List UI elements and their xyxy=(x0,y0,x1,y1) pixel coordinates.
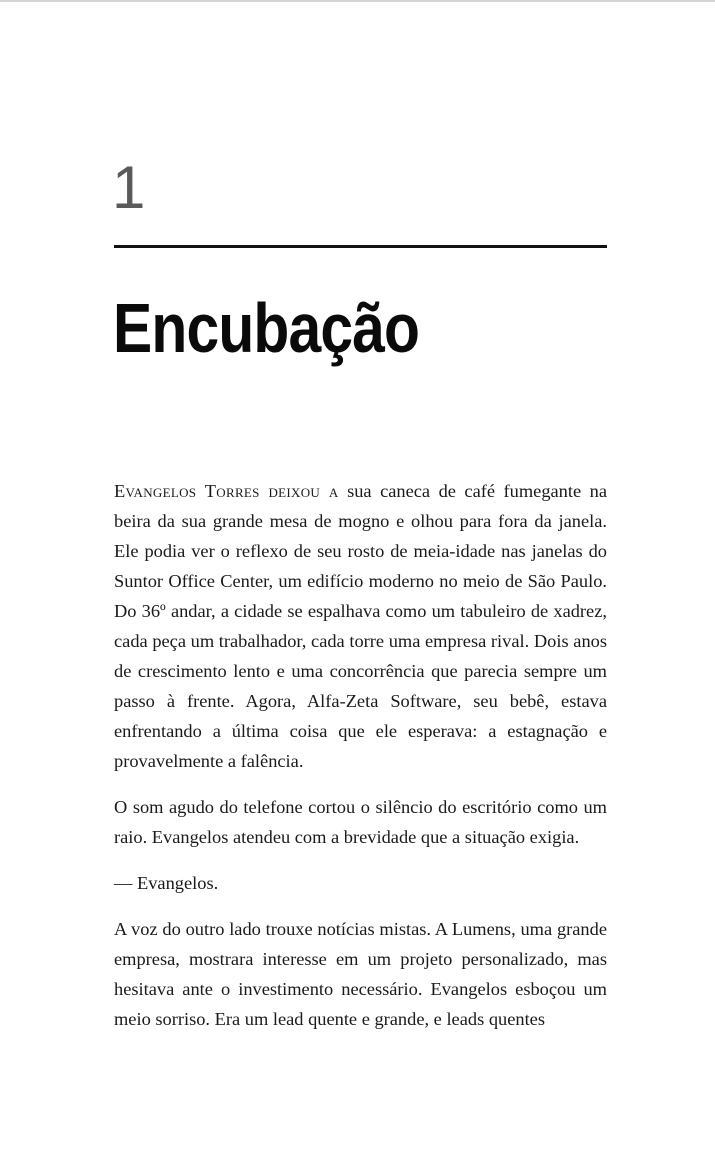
paragraph-1-line: provavelmente a falência. xyxy=(114,751,304,771)
paragraph-1-line: sua caneca de café fumegante na xyxy=(338,481,607,501)
chapter-body xyxy=(114,476,607,1050)
paragraph-1-line: estava enfrentando a última coisa que ele esperava: a estagnação e xyxy=(114,691,607,741)
paragraph-4-line: um meio sorriso. Era um lead quente e grande, e leads quentes xyxy=(114,979,607,1029)
paragraph-2-line: O som agudo do telefone cortou o silêncio do escritório como um xyxy=(114,797,607,817)
paragraph-1-line: do Suntor Office Center, um edifício moderno no meio de São P xyxy=(114,541,607,591)
chapter-number: 1 xyxy=(112,154,146,221)
paragraph-1-line: Dois anos de crescimento lento e uma concorrência que parecia xyxy=(114,631,607,681)
paragraph-1-line: sempre um passo à frente. Agora, Alfa-Zeta Software, seu bebê, xyxy=(114,661,607,711)
paragraph-4-line: A voz do outro lado trouxe notícias mistas. A Lumens, uma xyxy=(114,919,553,939)
chapter-title: Encubação xyxy=(113,289,420,367)
paragraph-4-line: mas hesitava ante o investimento necessário. Evangelos esboçou xyxy=(114,949,607,999)
paragraph-2-line: raio. Evangelos atendeu com a brevidade que a situação exigia. xyxy=(114,827,580,847)
paragraph-1-line: aulo. Do 36º andar, a cidade se espalhava como um tabuleiro de xyxy=(114,571,607,621)
paragraph-4 xyxy=(114,914,607,1034)
paragraph-1 xyxy=(114,476,607,776)
opening-smallcaps: Evangelos Torres deixou a xyxy=(114,481,339,501)
paragraph-3: — Evangelos. xyxy=(114,873,219,893)
paragraph-1-line: Ele podia ver o reflexo de seu rosto de meia-idade nas janelas xyxy=(114,541,583,561)
paragraph-2 xyxy=(114,792,607,852)
paragraph-1-line: xadrez, cada peça um trabalhador, cada torre uma empresa rival. xyxy=(114,601,607,651)
paragraph-1-line: beira da sua grande mesa de mogno e olhou para fora da janela. xyxy=(114,511,607,531)
chapter-divider xyxy=(114,245,607,248)
paragraph-4-line: grande empresa, mostrara interesse em um projeto personalizado, xyxy=(114,919,607,969)
page-top-border xyxy=(0,0,715,2)
